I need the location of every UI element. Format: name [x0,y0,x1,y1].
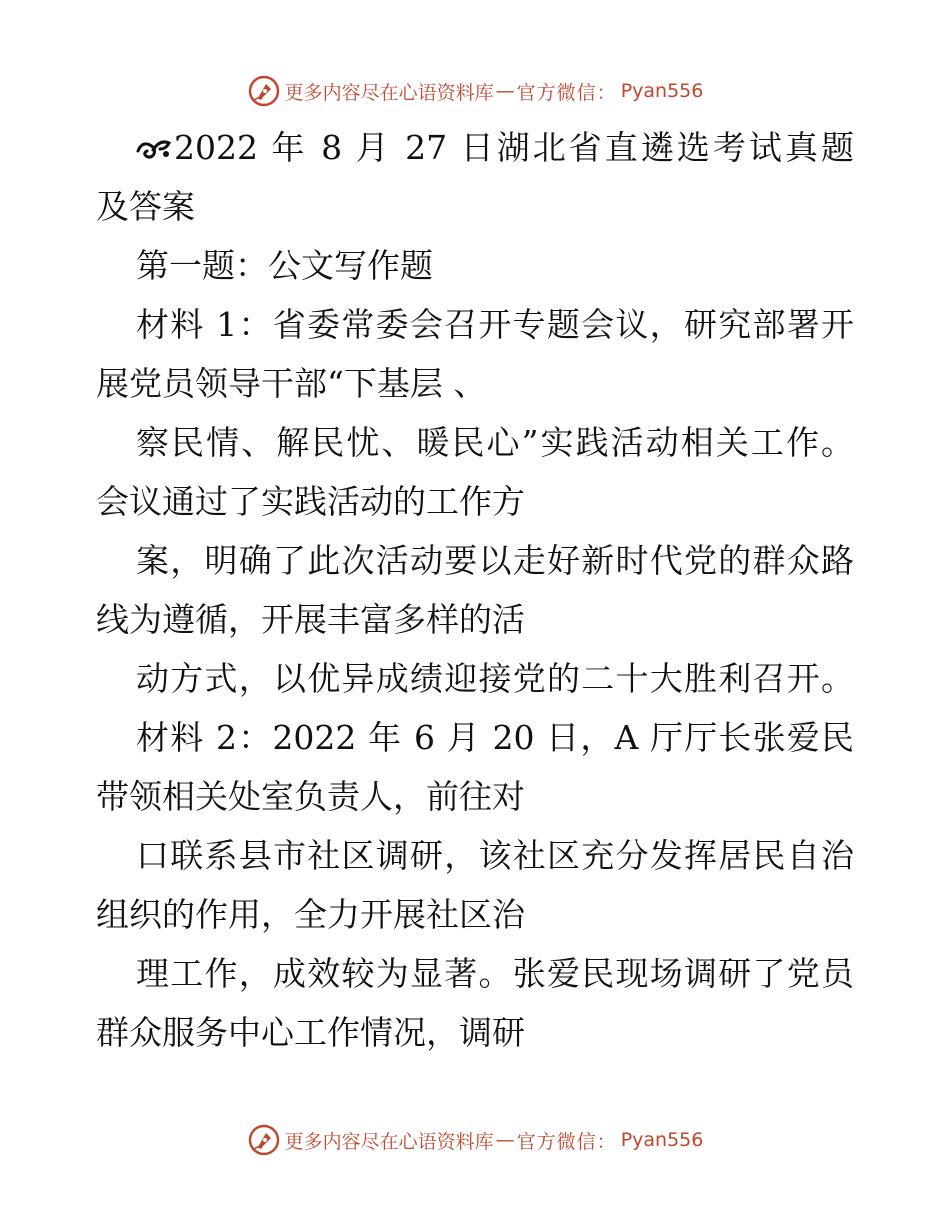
paragraph-line: 线为遵循，开展丰富多样的活 [96,600,525,639]
floral-ornament-icon [136,135,172,161]
paragraph-line: 材料 1：省委常委会召开专题会议，研究部署开 [136,305,854,344]
banner-account: Pyan556 [620,1129,704,1151]
paragraph-line: 群众服务中心工作情况，调研 [96,1013,525,1052]
banner-text: 更多内容尽在心语资料库 [284,1130,494,1153]
paragraph-line: 展党员领导干部“下基层 、 [96,364,487,403]
document-title-text: 2022 年 8 月 27 日湖北省直遴选考试真题 [174,128,854,167]
document-body [96,118,854,1062]
paragraph-line: 带领相关处室负责人，前往对 [96,777,525,816]
header-watermark-banner [0,71,950,111]
pen-nib-logo-icon [247,74,281,108]
paragraph-line: 组织的作用，全力开展社区治 [96,895,525,934]
section-heading: 第一题：公文写作题 [136,246,433,285]
paragraph-line: 理工作，成效较为显著。张爱民现场调研了党员 [136,954,854,993]
paragraph-line: 动方式，以优异成绩迎接党的二十大胜利召开。 [136,659,854,698]
banner-dash: — [495,1129,515,1151]
paragraph-line: 察民情、解民忧、暖民心”实践活动相关工作。 [136,423,854,462]
banner-wechat-label: 官方微信： [516,81,617,104]
banner-account: Pyan556 [620,80,704,102]
paragraph-line: 会议通过了实践活动的工作方 [96,482,525,521]
footer-watermark-banner [0,1120,950,1160]
banner-dash: — [495,80,515,102]
paragraph-line: 口联系县市社区调研，该社区充分发挥居民自治 [136,836,854,875]
pen-nib-logo-icon [247,1123,281,1157]
banner-text: 更多内容尽在心语资料库 [284,81,494,104]
document-title-line-1 [96,118,854,177]
document-title-line-2: 及答案 [96,187,195,226]
paragraph-line: 材料 2：2022 年 6 月 20 日，A 厅厅长张爱民 [136,718,854,757]
banner-wechat-label: 官方微信： [516,1130,617,1153]
paragraph-line: 案，明确了此次活动要以走好新时代党的群众路 [136,541,854,580]
